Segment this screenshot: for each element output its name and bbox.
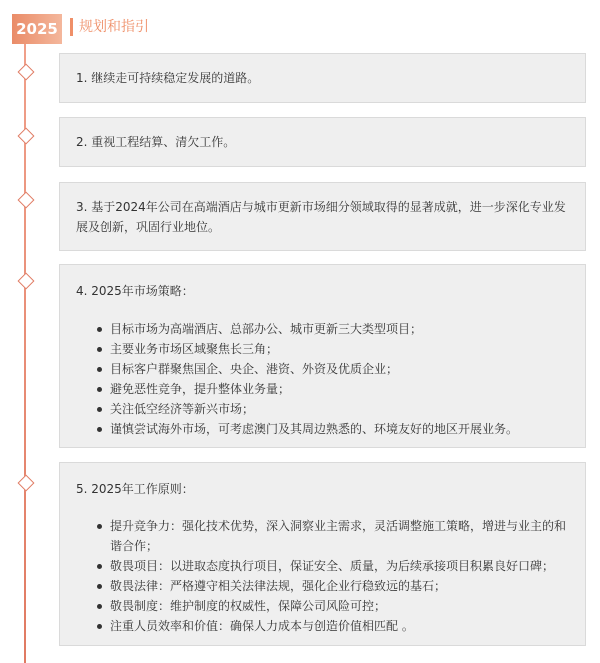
bullet-list <box>76 516 575 636</box>
list-item: 提升竞争力：强化技术优势，深入洞察业主需求，灵活调整施工策略，增进与业主的和谐合作； <box>76 516 575 556</box>
timeline-node-4 <box>18 273 35 290</box>
timeline-node-2 <box>18 128 35 145</box>
list-item: 谨慎尝试海外市场，可考虑澳门及其周边熟悉的、环境友好的地区开展业务。 <box>76 419 575 439</box>
timeline-node-1 <box>18 64 35 81</box>
list-item: 敬畏项目：以进取态度执行项目，保证安全、质量，为后续承接项目积累良好口碑； <box>76 556 575 576</box>
list-item: 避免恶性竞争，提升整体业务量； <box>76 379 575 399</box>
title-accent-bar <box>70 18 73 36</box>
timeline-node-5 <box>18 475 35 492</box>
card-heading: 4. 2025年市场策略： <box>76 284 194 298</box>
card-text: 1. 继续走可持续稳定发展的道路。 <box>76 71 260 85</box>
list-item: 注重人员效率和价值：确保人力成本与创造价值相匹配 。 <box>76 616 575 636</box>
timeline-card-2 <box>59 117 586 167</box>
timeline-card-4 <box>59 264 586 448</box>
card-text: 2. 重视工程结算、清欠工作。 <box>76 135 236 149</box>
list-item: 目标市场为高端酒店、总部办公、城市更新三大类型项目； <box>76 319 575 339</box>
bullet-list <box>76 319 575 439</box>
list-item: 主要业务市场区域聚焦长三角； <box>76 339 575 359</box>
timeline-node-3 <box>18 192 35 209</box>
year-badge: 2025 <box>12 14 62 44</box>
list-item: 敬畏制度：维护制度的权威性，保障公司风险可控； <box>76 596 575 616</box>
section-title: 规划和指引 <box>79 19 149 35</box>
list-item: 目标客户群聚焦国企、央企、港资、外资及优质企业； <box>76 359 575 379</box>
list-item: 敬畏法律：严格遵守相关法律法规，强化企业行稳致远的基石； <box>76 576 575 596</box>
timeline-card-1 <box>59 53 586 103</box>
card-text: 3. 基于2024年公司在高端酒店与城市更新市场细分领域取得的显著成就，进一步深化专业发展及创新，巩固行业地位。 <box>76 200 566 234</box>
timeline-card-3 <box>59 182 586 251</box>
list-item: 关注低空经济等新兴市场； <box>76 399 575 419</box>
timeline-card-5 <box>59 462 586 646</box>
card-heading: 5. 2025年工作原则： <box>76 482 194 496</box>
